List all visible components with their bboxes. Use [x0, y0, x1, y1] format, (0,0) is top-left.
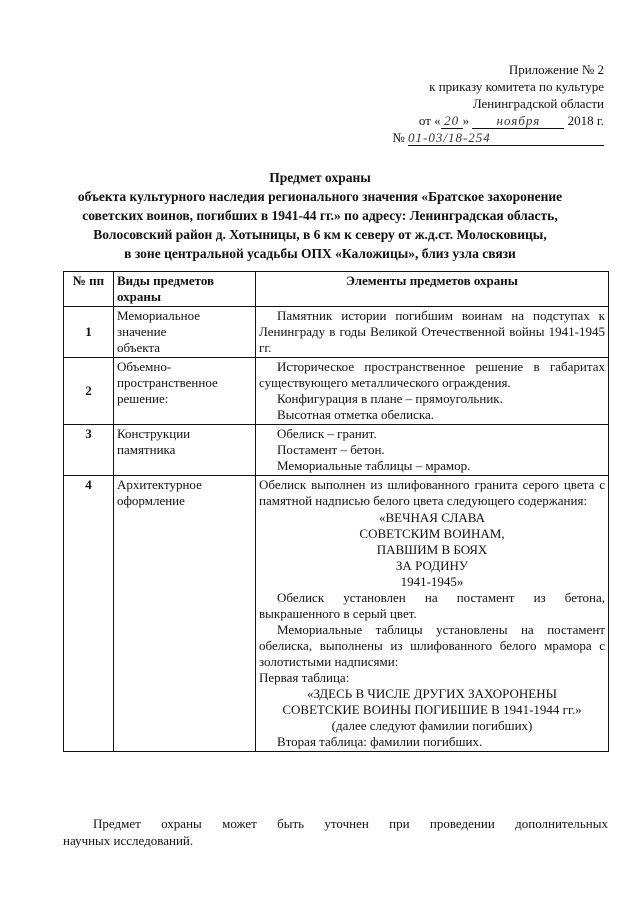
- number-prefix: №: [392, 130, 405, 145]
- element-paragraph: Обелиск – гранит.: [277, 426, 377, 441]
- row-number: 2: [64, 358, 114, 425]
- row-number: 1: [64, 307, 114, 358]
- element-paragraph: Постамент – бетон.: [277, 442, 385, 457]
- tablet-line: «ЗДЕСЬ В ЧИСЛЕ ДРУГИХ ЗАХОРОНЕНЫ: [307, 686, 557, 701]
- inscription-line: СОВЕТСКИМ ВОИНАМ,: [359, 526, 505, 541]
- number-value: 01-03/18-254: [408, 131, 604, 146]
- title-line-5: в зоне центральной усадьбы ОПХ «Каложицы», близ узла связи: [124, 246, 516, 261]
- first-tablet-text: [259, 686, 605, 734]
- element-paragraph: Первая таблица:: [259, 670, 350, 685]
- appendix-date-line: [324, 113, 604, 130]
- tablet-line: (далее следуют фамилии погибших): [331, 718, 533, 733]
- date-prefix: от «: [418, 113, 441, 128]
- row-elements: [256, 307, 609, 358]
- kind-line: решение:: [117, 391, 169, 406]
- inscription-line: ПАВШИМ В БОЯХ: [376, 542, 488, 557]
- appendix-region-line: Ленинградской области: [472, 96, 604, 111]
- footer-note: [63, 815, 608, 849]
- obelisk-inscription: [259, 510, 605, 590]
- protection-table: [63, 271, 609, 752]
- kind-line: пространственное: [117, 375, 218, 390]
- table-row: [64, 358, 609, 425]
- element-paragraph: Высотная отметка обелиска.: [277, 407, 435, 422]
- kind-line: Конструкции: [117, 426, 191, 441]
- row-kind: [114, 476, 256, 752]
- title-line-4: Волосовский район д. Хотыницы, в 6 км к северу от ж.д.ст. Молосковицы,: [93, 227, 547, 242]
- appendix-order-line: к приказу комитета по культуре: [429, 79, 604, 94]
- appendix-block: [324, 62, 604, 147]
- element-paragraph: Конфигурация в плане – прямоугольник.: [277, 391, 503, 406]
- element-paragraph: Историческое пространственное решение в габаритах существующего металлического ограждения.: [259, 359, 605, 390]
- kind-line: памятника: [117, 442, 176, 457]
- table-row: [64, 307, 609, 358]
- header-num: № пп: [64, 272, 114, 307]
- row-number: 3: [64, 425, 114, 476]
- element-paragraph: Обелиск выполнен из шлифованного гранита серого цвета с памятной надписью белого цвета следующего содержания:: [259, 477, 605, 508]
- table-header-row: [64, 272, 609, 307]
- date-year: 2018 г.: [567, 113, 604, 128]
- kind-line: значение: [117, 324, 167, 339]
- element-paragraph: Памятник истории погибшим воинам на подступах к Ленинграду в годы Великой Отечественной войны 1941-1945 гг.: [259, 308, 605, 355]
- title-line-1: Предмет охраны: [269, 170, 371, 185]
- document-title: [30, 168, 610, 263]
- title-line-2: объекта культурного наследия регионального значения «Братское захоронение: [77, 189, 563, 204]
- footer-line-2: научных исследований.: [63, 833, 194, 848]
- element-paragraph: Обелиск установлен на постамент из бетона, выкрашенного в серый цвет.: [259, 590, 605, 621]
- inscription-line: «ВЕЧНАЯ СЛАВА: [378, 510, 486, 525]
- tablet-line: СОВЕТСКИЕ ВОИНЫ ПОГИБШИЕ В 1941-1944 гг.»: [282, 702, 582, 717]
- inscription-line: ЗА РОДИНУ: [395, 558, 469, 573]
- date-month: ноября: [472, 114, 564, 129]
- row-kind: [114, 425, 256, 476]
- table-row: [64, 425, 609, 476]
- header-elements: Элементы предметов охраны: [256, 272, 609, 307]
- row-kind: [114, 358, 256, 425]
- appendix-number-line: [324, 130, 604, 147]
- kind-line: объекта: [117, 340, 161, 355]
- kind-line: оформление: [117, 493, 185, 508]
- kind-line: Объемно-: [117, 359, 172, 374]
- row-elements: [256, 425, 609, 476]
- appendix-title: Приложение № 2: [508, 62, 604, 77]
- row-elements: [256, 358, 609, 425]
- table-row: [64, 476, 609, 752]
- element-paragraph: Мемориальные таблицы – мрамор.: [277, 458, 471, 473]
- date-mid: »: [462, 113, 470, 128]
- header-kind: Виды предметов охраны: [114, 272, 256, 307]
- inscription-line: 1941-1945»: [400, 574, 464, 589]
- title-line-3: советских воинов, погибших в 1941-44 гг.» по адресу: Ленинградская область,: [82, 208, 558, 223]
- date-day: 20: [441, 114, 463, 129]
- row-number: 4: [64, 476, 114, 752]
- row-elements: [256, 476, 609, 752]
- kind-line: Мемориальное: [117, 308, 201, 323]
- element-paragraph: Вторая таблица: фамилии погибших.: [277, 734, 483, 749]
- footer-line-1: Предмет охраны может быть уточнен при проведении дополнительных: [93, 816, 608, 831]
- row-kind: [114, 307, 256, 358]
- kind-line: Архитектурное: [117, 477, 202, 492]
- element-paragraph: Мемориальные таблицы установлены на постамент обелиска, выполнены из шлифованного белого мрамора с золотистыми надписями:: [259, 622, 605, 669]
